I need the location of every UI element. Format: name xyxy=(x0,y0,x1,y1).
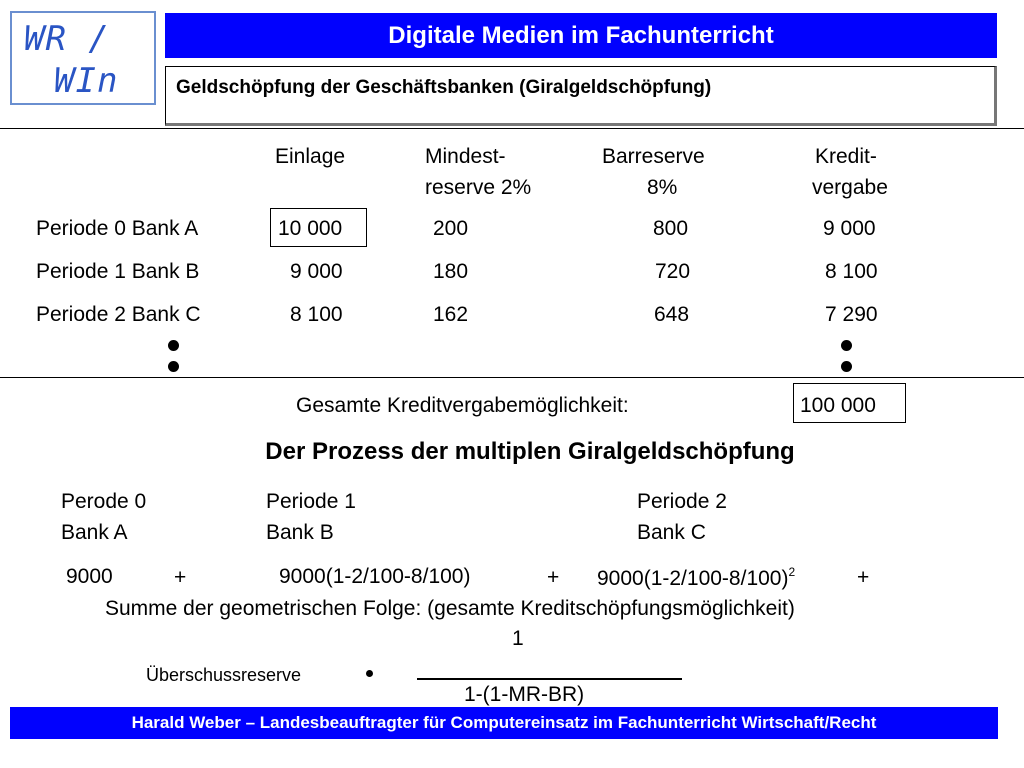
fraction-bar xyxy=(417,678,682,680)
subtitle-box xyxy=(165,66,997,126)
series-term-2 xyxy=(597,565,795,591)
mindest-value: 180 xyxy=(433,260,469,283)
divider-middle xyxy=(0,377,1024,378)
col-header-barreserve-2: 8% xyxy=(647,176,678,199)
period-2-label: Periode 2 xyxy=(637,490,727,513)
col-header-kredit-1: Kredit- xyxy=(815,145,877,168)
bank-b-label: Bank B xyxy=(266,521,334,544)
row-label: Periode 1 Bank B xyxy=(36,260,200,283)
mindest-value: 162 xyxy=(433,303,469,326)
logo xyxy=(10,11,156,105)
sum-description: Summe der geometrischen Folge: (gesamte Kreditschöpfungsmöglichkeit) xyxy=(105,597,795,620)
total-value: 100 000 xyxy=(800,394,876,417)
divider-top xyxy=(0,128,1024,129)
ellipsis-dot xyxy=(168,340,179,351)
mindest-value: 200 xyxy=(433,217,469,240)
einlage-value: 9 000 xyxy=(290,260,343,283)
total-box xyxy=(793,383,906,423)
kredit-value: 7 290 xyxy=(825,303,878,326)
bar-value: 720 xyxy=(655,260,691,283)
series-term-1: 9000(1-2/100-8/100) xyxy=(279,565,471,588)
series-term-0: 9000 xyxy=(66,565,113,588)
kredit-value: 8 100 xyxy=(825,260,878,283)
period-0-label: Perode 0 xyxy=(61,490,147,513)
col-header-einlage: Einlage xyxy=(275,145,346,168)
total-label: Gesamte Kreditvergabemöglichkeit: xyxy=(296,394,629,417)
col-header-kredit-2: vergabe xyxy=(812,176,888,199)
footer-bar xyxy=(10,707,998,739)
fraction-denominator: 1-(1-MR-BR) xyxy=(464,683,585,706)
ellipsis-dot xyxy=(168,361,179,372)
fraction-numerator: 1 xyxy=(512,627,524,650)
kredit-value: 9 000 xyxy=(823,217,876,240)
period-1-label: Periode 1 xyxy=(266,490,356,513)
logo-line-1: WR / xyxy=(24,19,110,59)
ellipsis-dot xyxy=(841,361,852,372)
col-header-mindest-2: reserve 2% xyxy=(425,176,532,199)
slide-subtitle: Geldschöpfung der Geschäftsbanken (Giralgeldschöpfung) xyxy=(176,77,712,98)
series-term-2-base: 9000(1-2/100-8/100) xyxy=(597,567,789,590)
col-header-barreserve-1: Barreserve xyxy=(602,145,705,168)
bar-value: 800 xyxy=(653,217,689,240)
ellipsis-dot xyxy=(841,340,852,351)
einlage-highlight-box xyxy=(270,208,367,247)
series-term-2-exponent: 2 xyxy=(788,565,796,579)
title-bar xyxy=(165,13,997,58)
plus-sign: + xyxy=(174,566,187,589)
einlage-value: 10 000 xyxy=(278,217,343,240)
row-label: Periode 2 Bank C xyxy=(36,303,201,326)
bank-a-label: Bank A xyxy=(61,521,128,544)
einlage-value: 8 100 xyxy=(290,303,343,326)
multiply-dot xyxy=(366,670,373,677)
col-header-mindest-1: Mindest- xyxy=(425,145,506,168)
ueberschussreserve-label: Überschussreserve xyxy=(146,665,302,685)
footer-text: Harald Weber – Landesbeauftragter für Computereinsatz im Fachunterricht Wirtschaft/Recht xyxy=(131,713,877,732)
bank-c-label: Bank C xyxy=(637,521,706,544)
plus-sign: + xyxy=(547,566,560,589)
row-label: Periode 0 Bank A xyxy=(36,217,199,240)
logo-line-2: WIn xyxy=(54,61,119,101)
page-title: Digitale Medien im Fachunterricht xyxy=(388,21,774,49)
bar-value: 648 xyxy=(654,303,690,326)
process-heading: Der Prozess der multiplen Giralgeldschöpfung xyxy=(265,438,795,465)
plus-sign: + xyxy=(857,566,870,589)
